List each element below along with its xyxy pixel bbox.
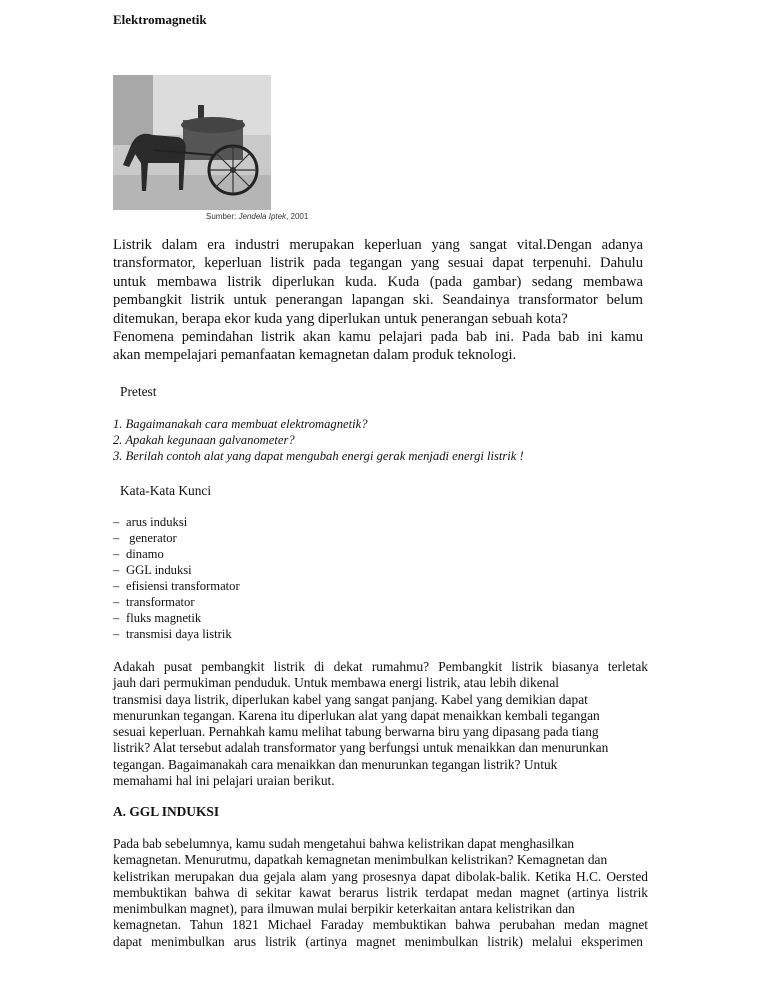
list-item	[113, 578, 240, 594]
text-line: listrik? Alat tersebut adalah transformator yang berfungsi untuk menaikkan dan menurunkan	[113, 740, 609, 756]
keyword: dinamo	[126, 547, 164, 561]
text-line: transformator, keperluan listrik pada tegangan yang sesuai dapat terpenuhi. Dahulu	[113, 255, 643, 272]
text-line: membuktikan bahwa di sekitar kawat berarus listrik terdapat medan magnet (artinya listrik	[113, 884, 648, 900]
keyword: arus induksi	[126, 515, 188, 529]
list-item	[113, 530, 240, 546]
keyword: GGL induksi	[126, 563, 192, 577]
text-line: kelistrikan merupakan dua gejala alam yang prosesnya dapat dibolak-balik. Ketika H.C. Oersted	[113, 868, 648, 884]
intro-paragraph	[113, 236, 643, 365]
text-line: akan mempelajari pemanfaatan kemagnetan dalam produk teknologi.	[113, 347, 517, 364]
power-plant-paragraph	[113, 659, 648, 789]
dash-bullet: –	[113, 595, 120, 609]
figure-caption	[206, 212, 308, 221]
text-line: pembangkit listrik untuk penerangan lapangan ski. Seandainya transformator belum	[113, 292, 643, 309]
text-line: Listrik dalam era industri merupakan keperluan yang sangat vital.Dengan adanya	[113, 237, 643, 253]
dash-bullet: –	[113, 515, 120, 529]
dash-bullet: –	[113, 547, 120, 561]
question-item: 1. Bagaimanakah cara membuat elektromagnetik?	[113, 417, 368, 431]
list-item	[113, 610, 240, 626]
text-line: Fenomena pemindahan listrik akan kamu pelajari pada bab ini. Pada bab ini kamu	[113, 328, 643, 345]
document-title: Elektromagnetik	[113, 12, 207, 27]
caption-source: Jendela Iptek	[238, 212, 287, 221]
caption-year: , 2001	[286, 212, 309, 221]
list-item	[113, 562, 240, 578]
text-line: dapat menimbulkan arus listrik (artinya magnet menimbulkan listrik) melalui eksperimen	[113, 933, 643, 949]
caption-prefix: Sumber:	[206, 212, 239, 221]
keywords-heading: Kata-Kata Kunci	[120, 483, 212, 498]
text-line: untuk membawa listrik diperlukan kuda. Kuda (pada gambar) sedang membawa	[113, 273, 643, 290]
text-line: ditemukan, berapa ekor kuda yang diperlukan untuk penerangan sebuah kota?	[113, 310, 568, 327]
keyword: generator	[126, 531, 177, 545]
pretest-heading: Pretest	[120, 384, 157, 399]
dash-bullet: –	[113, 579, 120, 593]
list-item	[113, 626, 240, 642]
keywords-list	[113, 514, 240, 642]
list-item	[113, 546, 240, 562]
horse-steam-generator-photo	[113, 75, 271, 210]
ggl-induksi-paragraph	[113, 836, 648, 950]
text-line: kemagnetan. Menurutmu, dapatkah kemagnetan menimbulkan kelistrikan? Kemagnetan dan	[113, 852, 608, 868]
section-a-heading: A. GGL INDUKSI	[113, 804, 220, 819]
text-line: memahami hal ini pelajari uraian berikut.	[113, 773, 335, 789]
dash-bullet: –	[113, 611, 120, 625]
keyword: fluks magnetik	[126, 611, 202, 625]
keyword: transformator	[126, 595, 195, 609]
keyword: efisiensi transformator	[126, 579, 240, 593]
text-line: transmisi daya listrik, diperlukan kabel yang sangat panjang. Kabel yang demikian dapat	[113, 691, 588, 707]
question-item: 2. Apakah kegunaan galvanometer?	[113, 433, 295, 447]
list-item	[113, 594, 240, 610]
dash-bullet: –	[113, 531, 120, 545]
text-line: Pada bab sebelumnya, kamu sudah mengetahui bahwa kelistrikan dapat menghasilkan	[113, 836, 575, 851]
text-line: menurunkan tegangan. Karena itu diperlukan alat yang dapat menaikkan kembali tegangan	[113, 707, 600, 723]
text-line: sesuai keperluan. Pernahkah kamu melihat tabung berwarna biru yang dipasang pada tiang	[113, 724, 599, 740]
dash-bullet: –	[113, 563, 120, 577]
text-line: tegangan. Bagaimanakah cara menaikkan dan menurunkan tegangan listrik? Untuk	[113, 756, 558, 772]
text-line: jauh dari permukiman penduduk. Untuk membawa energi listrik, atau lebih dikenal	[113, 675, 559, 691]
text-line: menimbulkan magnet), para ilmuwan mulai berpikir keterkaitan antara kelistrikan dan	[113, 901, 575, 917]
dash-bullet: –	[113, 627, 120, 641]
question-item: 3. Berilah contoh alat yang dapat mengubah energi gerak menjadi energi listrik !	[113, 449, 524, 463]
keyword: transmisi daya listrik	[126, 627, 232, 641]
text-line: kemagnetan. Tahun 1821 Michael Faraday membuktikan bahwa perubahan medan magnet	[113, 917, 648, 933]
pretest-questions	[113, 416, 524, 464]
list-item	[113, 514, 240, 530]
text-line: Adakah pusat pembangkit listrik di dekat rumahmu? Pembangkit listrik biasanya terletak	[113, 659, 648, 674]
